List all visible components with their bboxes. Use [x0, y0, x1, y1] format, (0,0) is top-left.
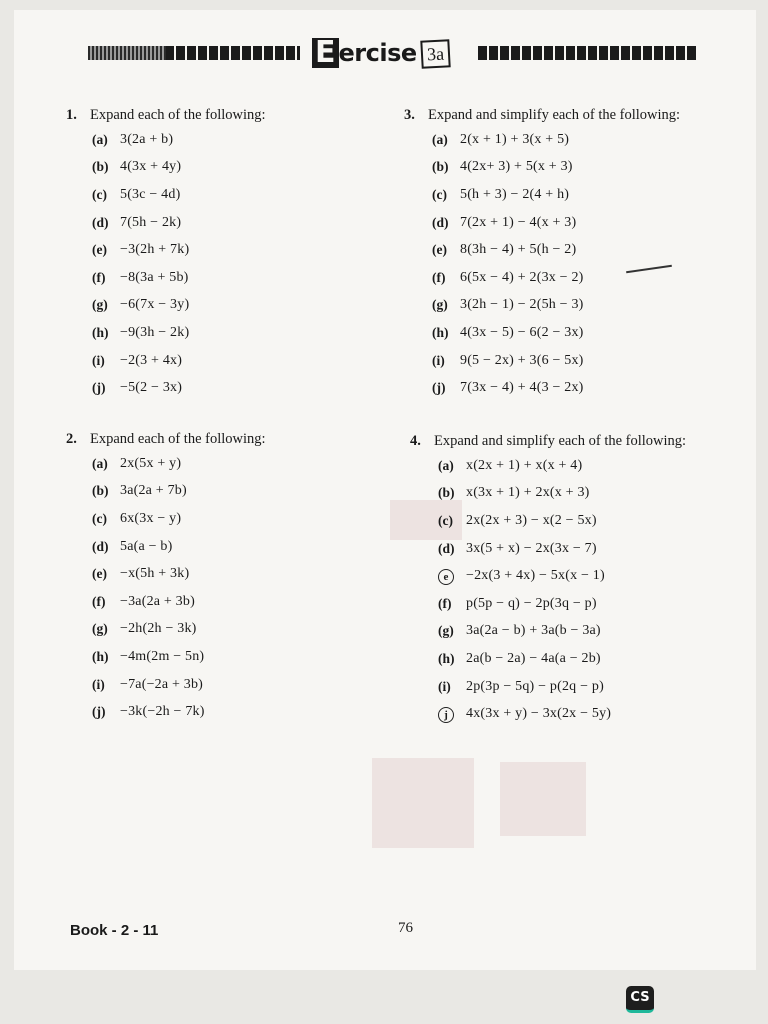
exercise-2 [66, 428, 266, 726]
item-label-text: (i) [432, 352, 445, 368]
exercise-item [432, 209, 680, 237]
item-expression: 2(x + 1) + 3(x + 5) [460, 131, 570, 147]
item-expression: 6x(3x − y) [120, 510, 182, 526]
item-label-text: (i) [92, 352, 105, 368]
item-label [92, 187, 120, 203]
item-label-text: (a) [432, 131, 448, 147]
exercise-instruction: Expand and simplify each of the following: [434, 432, 687, 449]
item-label [438, 651, 466, 667]
item-expression: 3x(5 + x) − 2x(3x − 7) [466, 540, 597, 556]
item-expression: 4(3x + 4y) [120, 159, 182, 175]
item-expression: 2p(3p − 5q) − p(2q − p) [466, 678, 604, 694]
item-label [92, 566, 120, 582]
item-label [92, 594, 120, 610]
exercise-item [438, 590, 686, 618]
exercise-3 [404, 104, 680, 402]
item-label-text: (j) [432, 380, 446, 396]
banner-bar-left [88, 46, 300, 60]
item-label-text: (h) [438, 650, 455, 666]
exercise-item [92, 588, 266, 616]
exercise-item [92, 478, 266, 506]
item-label-text: (b) [92, 159, 109, 175]
item-label [438, 458, 466, 474]
item-label [92, 297, 120, 313]
exercise-number: 1. [66, 106, 77, 123]
item-label-text: (e) [432, 242, 447, 258]
item-label [438, 623, 466, 639]
exercise-4 [410, 430, 686, 728]
item-label-text: (b) [438, 485, 455, 501]
item-label-text: (f) [438, 595, 452, 611]
item-expression: 4(3x − 5) − 6(2 − 3x) [460, 324, 584, 340]
item-expression: −2x(3 + 4x) − 5x(x − 1) [466, 568, 605, 584]
item-label-text: (c) [438, 512, 453, 528]
item-expression: −3k(−2h − 7k) [120, 704, 205, 720]
exercise-item [432, 236, 680, 264]
title-first-letter: E [312, 38, 339, 68]
exercise-item [92, 264, 266, 292]
item-label-text: (a) [438, 457, 454, 473]
item-label-text: (c) [432, 186, 447, 202]
item-expression: 3(2h − 1) − 2(5h − 3) [460, 297, 584, 313]
item-expression: 5a(a − b) [120, 538, 173, 554]
exercise-instruction: Expand each of the following: [90, 430, 266, 447]
exercise-item [438, 507, 686, 535]
item-label [432, 159, 460, 175]
item-label-text: (f) [92, 593, 106, 609]
exercise-item [432, 292, 680, 320]
exercise-item [92, 643, 266, 671]
item-label [438, 679, 466, 695]
exercise-item [432, 347, 680, 375]
item-label [92, 511, 120, 527]
item-expression: 3a(2a − b) + 3a(b − 3a) [466, 623, 601, 639]
item-expression: p(5p − q) − 2p(3q − p) [466, 595, 597, 611]
item-label [432, 242, 460, 258]
item-label-text: (j) [92, 380, 106, 396]
item-label [438, 513, 466, 529]
item-expression: −3a(2a + 3b) [120, 593, 195, 609]
item-label-text: (g) [92, 621, 108, 637]
exercise-number-box: 3a [420, 39, 450, 68]
item-label [92, 677, 120, 693]
item-label-text: (f) [92, 269, 106, 285]
item-expression: 2a(b − 2a) − 4a(a − 2b) [466, 650, 601, 666]
exercise-item [92, 209, 266, 237]
exercise-instruction: Expand each of the following: [90, 106, 266, 123]
exercise-item [432, 374, 680, 402]
exercise-item [92, 154, 266, 182]
item-expression: 9(5 − 2x) + 3(6 − 5x) [460, 352, 584, 368]
item-label [438, 596, 466, 612]
exercise-item [92, 236, 266, 264]
item-expression: −2h(2h − 3k) [120, 621, 197, 637]
exercise-number: 2. [66, 430, 77, 447]
item-label [92, 704, 120, 720]
exercise-item [92, 181, 266, 209]
item-label [432, 270, 460, 286]
item-label [92, 270, 120, 286]
item-expression: 6(5x − 4) + 2(3x − 2) [460, 269, 584, 285]
exercise-item [92, 374, 266, 402]
item-label-text: (d) [432, 214, 449, 230]
item-expression: 4x(3x + y) − 3x(2x − 5y) [466, 706, 612, 722]
exercise-item [92, 698, 266, 726]
item-expression: 7(5h − 2k) [120, 214, 182, 230]
item-expression: 5(h + 3) − 2(4 + h) [460, 186, 570, 202]
exercise-heading [66, 104, 266, 126]
exercise-item [438, 480, 686, 508]
exercise-heading [410, 430, 686, 452]
exercise-1 [66, 104, 266, 402]
item-label-text: (g) [432, 297, 448, 313]
item-label-text: (a) [92, 455, 108, 471]
item-expression: −6(7x − 3y) [120, 297, 190, 313]
exercise-item [92, 126, 266, 154]
item-label [92, 353, 120, 369]
item-label [92, 649, 120, 665]
exercise-item [438, 452, 686, 480]
exercise-item [432, 154, 680, 182]
item-expression: 3a(2a + 7b) [120, 483, 187, 499]
item-label-text: e [438, 569, 454, 585]
exercise-item [438, 562, 686, 590]
exercise-item [92, 671, 266, 699]
item-expression: −x(5h + 3k) [120, 566, 190, 582]
item-label-text: (c) [92, 186, 107, 202]
exercise-item [92, 505, 266, 533]
item-expression: −3(2h + 7k) [120, 242, 190, 258]
item-label [432, 132, 460, 148]
item-expression: 7(3x − 4) + 4(3 − 2x) [460, 380, 584, 396]
item-label [438, 568, 466, 585]
smudge-mark [500, 762, 586, 836]
item-expression: 2x(2x + 3) − x(2 − 5x) [466, 512, 597, 528]
item-expression: 4(2x+ 3) + 5(x + 3) [460, 159, 573, 175]
exercise-item [92, 616, 266, 644]
item-label-text: j [438, 707, 454, 723]
item-expression: 7(2x + 1) − 4(x + 3) [460, 214, 577, 230]
item-label [92, 380, 120, 396]
item-label-text: (j) [92, 704, 106, 720]
item-expression: 2x(5x + y) [120, 455, 182, 471]
exercise-items [410, 452, 686, 728]
item-label-text: (a) [92, 131, 108, 147]
exercise-title [312, 34, 450, 68]
item-label [438, 485, 466, 501]
item-expression: −2(3 + 4x) [120, 352, 183, 368]
item-label-text: (e) [92, 566, 107, 582]
item-expression: 5(3c − 4d) [120, 186, 181, 202]
item-label [92, 325, 120, 341]
exercise-instruction: Expand and simplify each of the following: [428, 106, 681, 123]
item-label [432, 297, 460, 313]
item-label-text: (f) [432, 269, 446, 285]
item-expression: −5(2 − 3x) [120, 380, 183, 396]
exercise-item [92, 450, 266, 478]
exercise-item [92, 347, 266, 375]
item-label-text: (g) [92, 297, 108, 313]
item-label-text: (i) [438, 678, 451, 694]
exercise-items [66, 126, 266, 402]
exercise-item [438, 673, 686, 701]
exercise-item [92, 292, 266, 320]
item-expression: 3(2a + b) [120, 131, 174, 147]
item-label-text: (d) [438, 540, 455, 556]
item-expression: x(2x + 1) + x(x + 4) [466, 457, 583, 473]
exercise-item [432, 126, 680, 154]
exercise-item [92, 560, 266, 588]
item-label-text: (b) [92, 483, 109, 499]
item-label [432, 353, 460, 369]
item-label-text: (h) [92, 324, 109, 340]
exercise-item [438, 645, 686, 673]
item-expression: −7a(−2a + 3b) [120, 676, 204, 692]
item-label [92, 159, 120, 175]
item-label-text: (i) [92, 676, 105, 692]
exercise-item [432, 181, 680, 209]
smudge-mark [372, 758, 474, 848]
exercise-items [66, 450, 266, 726]
item-label [92, 621, 120, 637]
exercise-item [92, 319, 266, 347]
exercise-number: 3. [404, 106, 415, 123]
banner-bar-right [478, 46, 698, 60]
item-label-text: (c) [92, 510, 107, 526]
item-label [432, 187, 460, 203]
item-label-text: (h) [432, 324, 449, 340]
item-expression: −9(3h − 2k) [120, 324, 190, 340]
exercise-item [432, 319, 680, 347]
item-label-text: (d) [92, 214, 109, 230]
item-label-text: (b) [432, 159, 449, 175]
camscanner-badge[interactable]: CS [626, 986, 654, 1013]
item-label [432, 380, 460, 396]
exercise-item [438, 535, 686, 563]
exercise-item [92, 533, 266, 561]
item-expression: 8(3h − 4) + 5(h − 2) [460, 242, 577, 258]
item-label-text: (e) [92, 242, 107, 258]
book-reference: Book - 2 - 11 [70, 922, 159, 939]
exercise-items [404, 126, 680, 402]
item-expression: −8(3a + 5b) [120, 269, 189, 285]
item-label [92, 132, 120, 148]
item-label-text: (h) [92, 648, 109, 664]
page-number: 76 [398, 920, 413, 936]
item-label [92, 242, 120, 258]
item-label-text: (g) [438, 623, 454, 639]
item-label [92, 539, 120, 555]
exercise-banner [88, 35, 688, 74]
item-label [92, 215, 120, 231]
exercise-item [438, 700, 686, 728]
item-label [92, 483, 120, 499]
exercise-item [438, 618, 686, 646]
exercise-heading [66, 428, 266, 450]
item-expression: x(3x + 1) + 2x(x + 3) [466, 485, 590, 501]
item-label-text: (d) [92, 538, 109, 554]
exercise-item [432, 264, 680, 292]
item-label [432, 325, 460, 341]
item-label [432, 215, 460, 231]
exercise-number: 4. [410, 432, 421, 449]
title-rest: ercise [338, 39, 417, 67]
item-label [438, 706, 466, 723]
exercise-heading [404, 104, 680, 126]
item-label [438, 541, 466, 557]
item-label [92, 456, 120, 472]
item-expression: −4m(2m − 5n) [120, 648, 205, 664]
